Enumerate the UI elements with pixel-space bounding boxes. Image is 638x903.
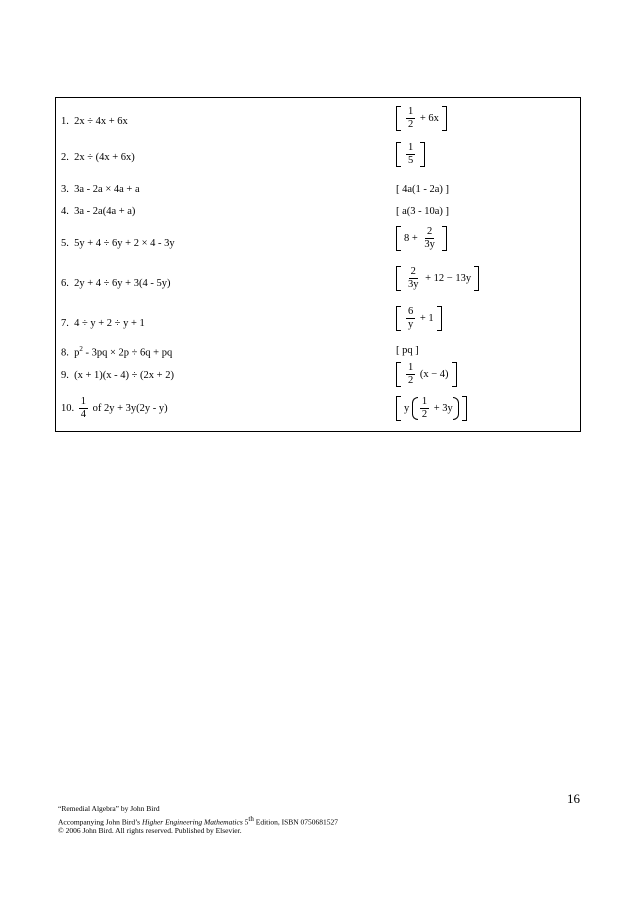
fraction-denominator: 5 — [408, 155, 414, 167]
problem-answer — [396, 266, 479, 291]
answer-brackets — [396, 362, 457, 387]
fraction-numerator: 2 — [409, 266, 418, 279]
fraction-denominator: 2 — [408, 119, 414, 131]
fraction-numerator: 1 — [406, 142, 415, 155]
answer-prefix: 8 + — [404, 233, 418, 245]
problem-number: 2. — [61, 152, 69, 163]
fraction-denominator: 2 — [421, 409, 428, 421]
footer-book-title: Higher Engineering Mathematics — [141, 817, 243, 827]
question-text: 4 ÷ y + 2 ÷ y + 1 — [74, 318, 145, 329]
footer-line-3: © 2006 John Bird. All rights reserved. Published by Elsevier. — [58, 826, 242, 835]
fraction-numerator: 1 — [406, 106, 415, 119]
question-fraction — [79, 396, 88, 421]
problem-row-8 — [56, 345, 580, 361]
problem-question — [61, 238, 175, 249]
question-exponent: 2 — [79, 345, 83, 353]
answer-suffix: + 6x — [419, 113, 439, 125]
problem-answer — [396, 226, 447, 251]
problem-number: 1. — [61, 116, 69, 127]
footer-edition-suffix: th — [248, 815, 254, 823]
answer-fraction — [422, 226, 437, 251]
problem-question — [61, 184, 140, 195]
question-text: 2y + 4 ÷ 6y + 3(4 - 5y) — [74, 278, 171, 289]
problem-number: 9. — [61, 370, 69, 381]
fraction-denominator: 4 — [80, 409, 86, 421]
problem-row-1 — [56, 106, 580, 138]
answer-suffix: + 1 — [419, 313, 434, 325]
question-text: 3a - 2a × 4a + a — [74, 184, 140, 195]
answer-brackets — [396, 396, 467, 421]
problem-number: 5. — [61, 238, 69, 249]
problem-answer — [396, 396, 467, 421]
problem-number: 6. — [61, 278, 69, 289]
footer-line-2 — [58, 815, 338, 827]
problem-number: 8. — [61, 347, 69, 359]
question-text: (x + 1)(x - 4) ÷ (2x + 2) — [74, 370, 174, 381]
answer-suffix: + 12 − 13y — [425, 273, 472, 285]
problem-question — [61, 206, 135, 217]
question-text: p — [74, 347, 80, 359]
question-text: 2x ÷ (4x + 6x) — [74, 152, 135, 163]
problem-answer: [ pq ] — [396, 345, 419, 356]
problem-question — [61, 396, 168, 421]
fraction-denominator: 2 — [408, 375, 414, 387]
fraction-denominator: 3y — [424, 239, 435, 251]
fraction-denominator: y — [408, 319, 414, 331]
problem-number: 3. — [61, 184, 69, 195]
question-text: 2x ÷ 4x + 6x — [74, 116, 128, 127]
fraction-numerator: 1 — [406, 362, 415, 375]
fraction-numerator: 6 — [406, 306, 415, 319]
problem-answer — [396, 106, 447, 131]
question-text-rest: - 3pq × 2p ÷ 6q + pq — [82, 347, 173, 359]
question-text-rest: of 2y + 3y(2y - y) — [92, 403, 168, 415]
problem-answer: [ 4a(1 - 2a) ] — [396, 184, 450, 195]
footer-isbn: Edition, ISBN 0750681527 — [253, 817, 339, 827]
footer-text: Accompanying John Bird’s — [58, 817, 142, 827]
answer-brackets — [396, 306, 442, 331]
problem-question — [61, 116, 128, 127]
answer-prefix: y — [404, 403, 410, 415]
problem-row-7 — [56, 306, 580, 340]
problem-question — [61, 278, 170, 289]
problem-row-10 — [56, 396, 580, 428]
fraction-numerator: 1 — [420, 396, 429, 409]
answer-fraction — [406, 362, 415, 387]
problem-row-2 — [56, 142, 580, 174]
problem-answer — [396, 142, 425, 167]
problem-row-3 — [56, 184, 580, 200]
footer-line-1: “Remedial Algebra” by John Bird — [58, 804, 160, 813]
answer-fraction — [406, 142, 415, 167]
answer-fraction — [406, 266, 421, 291]
problem-question — [61, 345, 172, 359]
answer-fraction — [420, 396, 429, 421]
question-text: 3a - 2a(4a + a) — [74, 206, 136, 217]
answer-parentheses — [412, 396, 459, 421]
problem-row-5 — [56, 226, 580, 260]
answer-suffix: (x − 4) — [419, 369, 449, 381]
problem-number: 4. — [61, 206, 69, 217]
problem-answer — [396, 362, 457, 387]
answer-brackets — [396, 106, 447, 131]
problem-question — [61, 370, 174, 381]
problem-answer: [ a(3 - 10a) ] — [396, 206, 450, 217]
fraction-numerator: 1 — [79, 396, 88, 409]
question-text: 5y + 4 ÷ 6y + 2 × 4 - 3y — [74, 238, 175, 249]
answer-brackets — [396, 266, 479, 291]
problem-question — [61, 318, 145, 329]
answer-brackets — [396, 226, 447, 251]
footer-edition: 5 — [242, 817, 249, 827]
problem-answer — [396, 306, 442, 331]
problem-number: 10. — [61, 403, 75, 415]
fraction-numerator: 2 — [425, 226, 434, 239]
problem-row-6 — [56, 266, 580, 300]
answer-brackets — [396, 142, 425, 167]
problem-number: 7. — [61, 318, 69, 329]
page-number: 16 — [567, 791, 580, 806]
exercise-table — [55, 97, 581, 432]
problem-row-4 — [56, 206, 580, 222]
problem-question — [61, 152, 135, 163]
fraction-denominator: 3y — [408, 279, 419, 291]
problem-row-9 — [56, 362, 580, 394]
answer-fraction — [406, 106, 415, 131]
answer-suffix: + 3y — [433, 403, 453, 415]
answer-fraction — [406, 306, 415, 331]
